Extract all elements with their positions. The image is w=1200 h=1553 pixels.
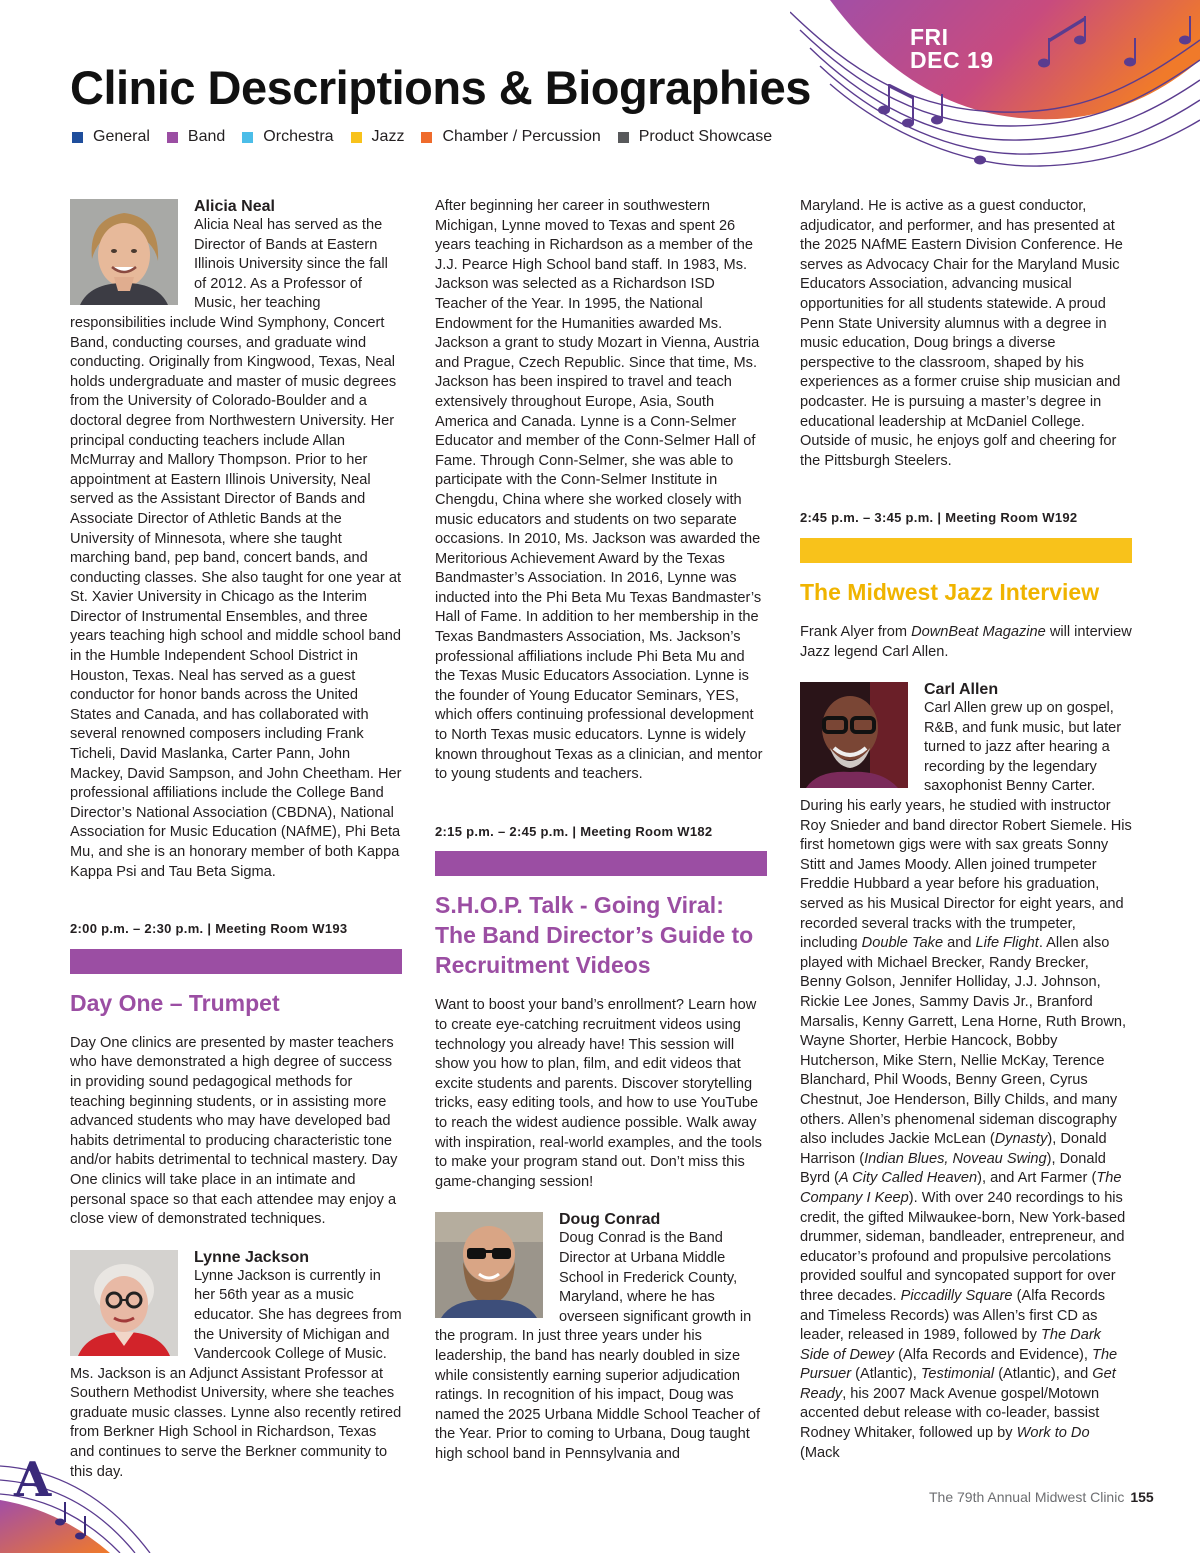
album-title: Double Take [861, 935, 944, 952]
legend-swatch [72, 132, 83, 143]
column-3 [800, 197, 1132, 1463]
date-text: DEC 19 [910, 47, 994, 73]
album-title: Testimonial [920, 1366, 995, 1383]
band-category-bar [70, 949, 402, 974]
legend-swatch [242, 132, 253, 143]
svg-text:A: A [14, 1452, 52, 1508]
text-span: (Alfa Records and Evidence), [894, 1346, 1093, 1363]
album-title: The Company I Keep [800, 1170, 1122, 1206]
publication-title: DownBeat Magazine [911, 623, 1046, 640]
text-span: (Mack [800, 1444, 840, 1461]
column-2 [435, 197, 767, 1464]
text-span: (Atlantic), and [994, 1366, 1093, 1383]
text-span: will interview Jazz legend Carl Allen. [800, 623, 1132, 660]
text-span: ), Donald Harrison ( [800, 1131, 1107, 1167]
page-title: Clinic Descriptions & Biographies [70, 61, 811, 114]
legend-item [167, 128, 225, 146]
session-day-one [70, 919, 402, 1230]
text-span: and [943, 935, 976, 952]
legend-item [351, 128, 405, 146]
header-decoration [790, 0, 1200, 175]
legend-swatch [421, 132, 432, 143]
session-shop-talk [435, 822, 767, 1193]
bio-name: Alicia Neal [194, 198, 275, 215]
date-day: FRI [910, 24, 949, 50]
bio-text: Doug Conrad is the Band Director at Urbana Middle School in Frederick County, Maryland, where he has overseen significant growth in the program. In just three years under his leadership, the band has nearly doubled in size while consistently earning superior adjudication ratings. In recognition of his impact, Doug was named the 2025 Urbana Middle School Teacher of the Year. Prior to coming to Urbana, Doug taught high school band in Pennsylvania and [435, 1230, 761, 1462]
legend-item [618, 128, 772, 146]
session-midwest-jazz-interview [800, 508, 1132, 662]
band-category-bar [435, 851, 767, 876]
session-title: S.H.O.P. Talk - Going Viral: The Band Director’s Guide to Recruitment Videos [435, 892, 754, 979]
bio-text-continued: After beginning her career in southwestern Michigan, Lynne moved to Texas and spent 26 years teaching in Richardson as a member of the J.J. Pearce High School band staff. In 1983, Ms. Jackson was selected as a Richardson ISD Teacher of the Year. In 1995, the National Endowment for the Humanities awarded Ms. Jackson a grant to study Mozart in Vienna, Austria and Prague, Czech Republic. Since that time, Ms. Jackson has been inspired to travel and teach extensively throughout Europe, Asia, South America and Canada. Lynne is a Conn-Selmer Educator and member of the Conn-Selmer Hall of Fame. Through Conn-Selmer, she was able to participate with the Conn-Selmer Institute in Chengdu, China where she worked closely with music educators and students on two separate occasions. In 2010, Ms. Jackson was awarded the Meritorious Achievement Award by the Texas Bandmaster’s Association. In 2016, Lynne was inducted into the Phi Beta Mu Texas Bandmaster’s Hall of Fame. In addition to her membership in the Texas Bandmasters Association, Ms. Jackson’s professional affiliations include Phi Beta Mu and the Texas Music Educators Association. Lynne is the founder of Young Educator Seminars, YES, which offers continuing professional development to North Texas music educators. Lynne is widely known throughout Texas as a clinician, and mentor to young students and teachers. [435, 198, 763, 783]
album-title: Piccadilly Square [900, 1287, 1013, 1304]
text-span: , his 2007 Mack Avenue gospel/Motown accented debut release with co-leader, bassist Rodney Whitaker, followed up by [800, 1385, 1100, 1442]
legend-label: Band [187, 128, 226, 145]
album-title: Indian Blues, Noveau Swing [864, 1150, 1047, 1167]
album-title: Life Flight [975, 935, 1039, 952]
page-footer [929, 1489, 1154, 1505]
text-span: Frank Alyer from [800, 623, 912, 640]
column-1 [70, 197, 402, 1482]
text-span: ), and Art Farmer ( [977, 1170, 1097, 1187]
bio-alicia-neal [70, 197, 402, 882]
legend-label: Chamber / Percussion [442, 128, 601, 145]
session-time: 2:00 p.m. – 2:30 p.m. | Meeting Room W193 [70, 921, 348, 937]
bio-doug-conrad [435, 1210, 767, 1464]
legend-item [72, 128, 150, 146]
text-span: ), Donald Byrd ( [800, 1150, 1106, 1187]
legend-label: Jazz [371, 128, 405, 145]
legend-swatch [618, 132, 629, 143]
legend-item [242, 128, 333, 146]
session-title: Day One – Trumpet [70, 989, 280, 1016]
text-span: (Alfa Records and Timeless Records) was Allen’s first CD as leader, released in 1989, followed by [800, 1287, 1106, 1344]
bio-carl-allen [800, 680, 1132, 1463]
album-title: Dynasty [994, 1131, 1048, 1148]
session-description: Day One clinics are presented by master teachers who have demonstrated a high degree of success in providing sound pedagogical methods for teaching beginning students, or in assisting more advanced students who may have developed bad habits detrimental to producing characteristic tone and/or habits detrimental to technical mastery. Day One clinics will take place in an intimate and personal space so that each attendee may enjoy a close view of demonstrated techniques. [70, 1034, 398, 1228]
legend-item [421, 128, 600, 146]
bio-text: Lynne Jackson is currently in her 56th year as a music educator. She has degrees from the University of Michigan and Vandercook College of Music. Ms. Jackson is an Adjunct Assistant Professor at Southern Methodist University, where she teaches graduate music classes. Lynne also recently retired from Berkner High School in Richardson, Texas and continues to serve the Berkner community to this day. [70, 1267, 402, 1480]
text-span: ). With over 240 recordings to his credit, the gifted Milwaukee-born, New York-based drummer, sideman, bandleader, entrepreneur, and educator’s profound and propulsive percolations provided soulful and syncopated support for over three decades. [800, 1189, 1126, 1304]
legend-label: Product Showcase [638, 128, 773, 145]
album-title: Work to Do [1016, 1425, 1090, 1442]
text-span: (Atlantic), [851, 1366, 921, 1383]
bio-name: Carl Allen [924, 681, 999, 699]
portrait-lynne-jackson [70, 1250, 178, 1356]
bio-text-continued: Maryland. He is active as a guest conductor, adjudicator, and performer, and has presented at the 2025 NAfME Eastern Division Conference. He serves as Advocacy Chair for the Maryland Music Educators Association, advancing musical opportunities for all students statewide. A proud Penn State University alumnus with a degree in music education, Doug brings a diverse perspective to the classroom, shaped by his experiences as a former cruise ship musician and podcaster. He is pursuing a master’s degree in educational leadership at McDaniel College. Outside of music, he enjoys golf and cheering for the Pittsburgh Steelers. [800, 198, 1123, 469]
bio-name: Doug Conrad [559, 1211, 661, 1229]
bio-lynne-jackson [70, 1248, 402, 1483]
text-span: . Allen also played with Michael Brecker, Randy Brecker, Benny Golson, Jennifer Holliday, J.J. Johnson, Rickie Lee Jones, Sammy Davis Jr., Branford Marsalis, Kenny Garrett, Lena Horne, Ruth Brown, Wayne Shorter, Herbie Hancock, Bobby Hutcherson, Mike Stern, Nellie McKay, Terence Blanchard, Phil Woods, Benny Green, Cyrus Chestnut, Joe Henderson, Billy Childs, and many others. Allen’s phenomenal sideman discography also includes Jackie McLean ( [800, 935, 1127, 1148]
date-badge [910, 26, 994, 72]
legend-swatch [351, 132, 362, 143]
session-description [800, 623, 1132, 662]
album-title: A City Called Heaven [838, 1170, 978, 1187]
session-time: 2:45 p.m. – 3:45 p.m. | Meeting Room W192 [800, 510, 1078, 526]
footer-text: The 79th Annual Midwest Clinic [929, 1489, 1125, 1505]
legend-label: Orchestra [263, 128, 334, 145]
bio-text: Alicia Neal has served as the Director of Bands at Eastern Illinois University since the fall of 2012. As a Professor of Music, her teaching responsibilities include Wind Symphony, Concert Band, conducting courses, and graduate wind conducting. Originally from Kingwood, Texas, Neal holds undergraduate and master of music degrees from the University of Colorado-Boulder and a doctoral degree from Northwestern University. Her principal conducting teachers include Allan McMurray and Mallory Thompson. Prior to her appointment at Eastern Illinois University, Neal served as the Assistant Director of Bands and Associate Director of Athletic Bands at the University of Minnesota, where she taught marching band, pep band, concert bands, and conducting classes. She also taught for one year at St. Xavier University in Chicago as the Interim Director of Instrumental Ensembles, and three years teaching high school and middle school band in the Humble Independent School District in Houston, Texas. Neal has served as a guest conductor for honor bands across the United States and Canada, and has collaborated with several renowned composers including Frank Ticheli, David Maslanka, Carter Pann, John Mackey, David Sampson, and John Cheetham. Her professional affiliations include the College Band Director’s National Association (CBDNA), National Association for Music Education (NAfME), Phi Beta Mu, and she is an honorary member of both Kappa Kappa Psi and Tau Beta Sigma. [70, 217, 402, 880]
portrait-carl-allen [800, 682, 908, 788]
category-legend [72, 128, 789, 146]
session-title: The Midwest Jazz Interview [800, 578, 1100, 605]
album-title: The Dark Side of Dewey [800, 1327, 1101, 1363]
legend-swatch [167, 132, 178, 143]
album-title: Get Ready [800, 1366, 1116, 1402]
bio-text [800, 699, 1132, 1463]
legend-label: General [93, 128, 150, 145]
session-time: 2:15 p.m. – 2:45 p.m. | Meeting Room W182 [435, 823, 713, 839]
bio-name: Lynne Jackson [194, 1248, 310, 1266]
album-title: The Pursuer [800, 1346, 1118, 1383]
portrait-doug-conrad [435, 1212, 543, 1318]
jazz-category-bar [800, 538, 1132, 563]
session-description: Want to boost your band’s enrollment? Learn how to create eye-catching recruitment videos using technology you already have! This session will show you how to plan, film, and edit videos that excite students and parents. Discover storytelling tricks, easy editing tools, and how to use YouTube to reach the widest audience possible. Walk away with inspiration, real-world examples, and the tools to make your program stand out. Don’t miss this game-changing session! [435, 997, 762, 1190]
portrait-alicia-neal [70, 199, 178, 305]
page-number: 155 [1130, 1489, 1154, 1505]
text-span: Carl Allen grew up on gospel, R&B, and funk music, but later turned to jazz after hearing a recording by the legendary saxophonist Benny Carter. During his early years, he studied with instructor Roy Snieder and band director Robert Siemele. His first hometown gigs were with sax greats Sonny Stitt and James Moody. Allen joined trumpeter Freddie Hubbard a year before his graduation, served as his Musical Director for eight years, and recorded several tracks with the trumpeter, including [800, 700, 1132, 952]
